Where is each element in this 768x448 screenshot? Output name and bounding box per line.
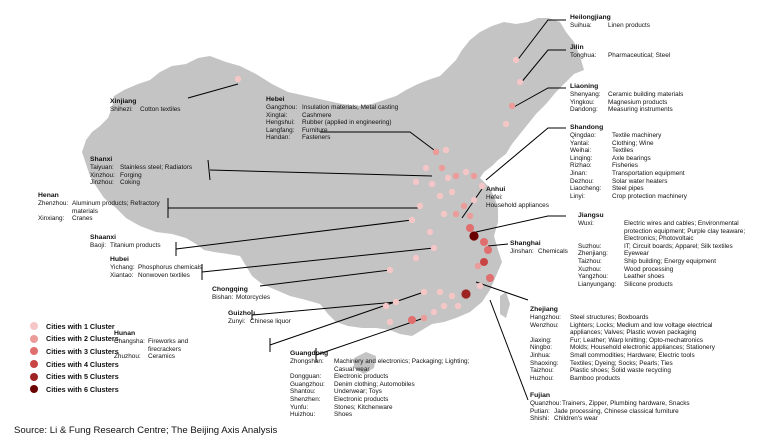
industry: Denim clothing; Automobiles (334, 380, 415, 388)
city: Yingkou: (570, 98, 595, 106)
city-marker (441, 211, 447, 217)
city: Taizhou: (578, 257, 602, 265)
label-jiangsu (578, 212, 752, 288)
industry: Trainers, Zipper, Plumbing hardware, Snacks (562, 400, 690, 407)
city: Jinan: (570, 169, 588, 177)
city: Changsha: (114, 338, 145, 345)
city: Tonghua: (570, 52, 597, 59)
city: Shenzhen: (290, 395, 321, 403)
industry: Fireworks and firecrackers (148, 338, 189, 353)
city: Zhenzhou: (38, 200, 69, 207)
industry: Wood processing (624, 265, 674, 273)
industry: Solar water heaters (612, 177, 668, 185)
label-jilin (570, 44, 670, 60)
province-name: Shanxi (90, 156, 113, 163)
city-marker (427, 229, 433, 235)
legend-item-2 (30, 333, 119, 346)
city-marker (513, 57, 519, 63)
province-name: Jiangsu (578, 212, 604, 219)
legend-label: Cities with 4 Clusters (46, 359, 119, 369)
city: Jinshan: (510, 248, 534, 255)
industry: Silicone products (624, 280, 673, 288)
city-marker (503, 121, 509, 127)
city: Yangzhou: (578, 273, 609, 281)
city: Xinxiang: (38, 215, 65, 223)
city-marker (429, 181, 435, 187)
city-marker (471, 197, 477, 203)
leader-fujian (490, 300, 528, 400)
city-marker (449, 189, 455, 195)
legend-label: Cities with 2 Clusters (46, 334, 119, 344)
city-marker (479, 183, 485, 189)
industry: Household appliances (486, 201, 549, 209)
industry: Ceramics (148, 353, 175, 361)
legend (30, 320, 119, 396)
province-name: Chongqing (212, 286, 248, 293)
city-marker (235, 76, 241, 82)
label-zhejiang (530, 306, 730, 382)
city: Taiyuan: (90, 164, 114, 171)
industry: Titanium products (110, 242, 161, 249)
city-marker (383, 303, 389, 309)
city: Xingtai: (266, 111, 288, 119)
province-name: Guangdong (290, 350, 329, 357)
city: Hefei: (486, 194, 503, 201)
source-note: Source: Li & Fung Research Centre; The Beijing Axis Analysis (14, 425, 278, 436)
city: Hangzhou: (530, 314, 561, 321)
city: Suihua: (570, 22, 592, 29)
city: Shenyang: (570, 91, 601, 98)
legend-item-5 (30, 370, 119, 383)
industry: Fisheries (612, 162, 638, 170)
province-name: Jilin (570, 44, 584, 51)
industry: Axle bearings (612, 154, 651, 162)
label-guangdong (290, 350, 488, 419)
province-name: Liaoning (570, 83, 599, 90)
city: Shishi: (530, 415, 550, 423)
city: Dandong: (570, 106, 598, 114)
province-name: Henan (38, 192, 59, 199)
city-marker (437, 193, 443, 199)
city: Rizhao: (570, 162, 592, 170)
legend-swatch (30, 335, 38, 343)
province-name: Xinjiang (110, 98, 137, 105)
legend-swatch (30, 373, 38, 381)
industry: Textiles (612, 147, 634, 155)
city-marker (433, 149, 439, 155)
legend-item-4 (30, 358, 119, 371)
label-shandong (570, 124, 687, 200)
industry: Magnesium products (608, 98, 668, 106)
city-marker (431, 309, 437, 315)
city-marker (466, 224, 474, 232)
industry: Electronic products (334, 373, 389, 381)
label-hubei (110, 256, 202, 279)
legend-swatch (30, 322, 38, 330)
city: Yantai: (570, 139, 590, 147)
city: Zunyi: (228, 318, 246, 325)
legend-swatch (30, 347, 38, 355)
label-shanxi (90, 156, 192, 187)
industry: Ceramic building materials (608, 91, 684, 98)
city: Yunfu: (290, 403, 309, 411)
province-name: Zhejiang (530, 306, 558, 313)
city-marker (409, 217, 415, 223)
city-marker (441, 303, 447, 309)
label-shanghai (510, 240, 568, 256)
industry: Jade processing, Chinese classical furniture (554, 407, 679, 415)
province-name: Heilongjiang (570, 14, 611, 21)
city: Putian: (530, 407, 550, 415)
city: Xuzhou: (578, 265, 602, 273)
city-marker (475, 263, 481, 269)
industry: Stainless steel; Radiators (120, 164, 193, 171)
city-marker (439, 165, 445, 171)
city: Taizhou: (530, 367, 554, 375)
city-marker (453, 173, 459, 179)
industry: Steel pipes (612, 185, 644, 193)
city-marker (423, 165, 429, 171)
legend-item-3 (30, 345, 119, 358)
industry: Ship building; Energy equipment (624, 257, 717, 265)
city: Zhuzhou: (114, 353, 141, 361)
city-marker (480, 238, 488, 246)
city-marker (453, 211, 459, 217)
industry: Bamboo products (570, 374, 621, 382)
city: Bishan: (212, 294, 234, 301)
legend-item-1 (30, 320, 119, 333)
industry: Rubber (applied in engineering) (302, 119, 392, 127)
industry: Fur; Leather; Warp knitting; Opto-mechatronics (570, 336, 703, 344)
city-marker (455, 303, 461, 309)
legend-label: Cities with 6 Clusters (46, 384, 119, 394)
city: Shaoxing: (530, 359, 559, 367)
label-guizhou (228, 310, 291, 326)
industry: Clothing; Wine (612, 139, 654, 147)
industry: Steel structures; Boxboards (570, 314, 649, 321)
industry: Stones; Kitchenware (334, 403, 393, 411)
industry: Transportation equipment (612, 169, 685, 177)
city-marker (471, 173, 477, 179)
province-name: Anhui (486, 186, 506, 193)
label-xinjiang (110, 98, 181, 114)
label-heilongjiang (570, 14, 650, 30)
city: Wenzhou: (530, 321, 559, 329)
industry: Pharmaceutical; Steel (608, 52, 671, 59)
city: Huizhou: (290, 411, 316, 419)
city-marker (387, 267, 393, 273)
province-name: Hunan (114, 330, 136, 337)
province-name: Hebei (266, 96, 285, 103)
city-marker (443, 147, 449, 153)
city-marker (413, 255, 419, 261)
label-shaanxi (90, 234, 161, 250)
industry: Eyewear (624, 250, 649, 258)
city: Xinzhou: (90, 171, 115, 179)
city-marker (393, 299, 399, 305)
industry: Forging (120, 171, 142, 179)
city-marker (480, 258, 488, 266)
city-marker (486, 274, 494, 282)
city-marker (421, 289, 427, 295)
industry: Measuring instruments (608, 106, 673, 114)
legend-label: Cities with 5 Clusters (46, 372, 119, 382)
city-marker (431, 245, 437, 251)
city-marker (413, 179, 419, 185)
industry: Coking (120, 179, 140, 187)
city: Lianyungang: (578, 280, 617, 288)
city: Liaocheng: (570, 185, 602, 193)
industry: Chemicals (538, 248, 568, 255)
city: Baoji: (90, 242, 106, 249)
industry: Furniture (302, 126, 328, 134)
industry: Textiles; Dyeing; Socks; Pearls; Ties (570, 359, 673, 367)
city: Dezhou: (570, 177, 594, 185)
city-marker (477, 283, 483, 289)
city: Zhongshan: (290, 358, 324, 365)
industry: Aluminum products; Refractory materials (72, 200, 160, 215)
city: Suzhou: (578, 242, 602, 250)
city: Langfang: (266, 126, 295, 134)
industry: Insulation materials; Metal casting (302, 104, 399, 111)
industry: Textile machinery (612, 132, 662, 139)
city: Guangzhou: (290, 380, 325, 388)
province-name: Shaanxi (90, 234, 117, 241)
industry: Phosphorus chemicals (138, 264, 203, 271)
city: Gangzhou: (266, 104, 298, 111)
taiwan-island (500, 292, 510, 318)
city-marker (463, 169, 469, 175)
industry: Lighters; Locks; Medium and low voltage electrical appliances; Valves; Plastic woven packaging (570, 321, 713, 337)
city-marker (467, 213, 473, 219)
city-marker (461, 203, 467, 209)
province-name: Hubei (110, 256, 129, 263)
province-name: Fujian (530, 392, 551, 399)
industry: IT; Circuit boards; Apparel; Silk textiles (624, 242, 733, 250)
city-marker (449, 293, 455, 299)
city: Jinhua: (530, 351, 551, 359)
label-hunan (114, 330, 206, 361)
city-marker (408, 316, 416, 324)
industry: Machinery and electronics; Packaging; Lighting; Casual wear (334, 358, 470, 373)
city: Hengshui: (266, 119, 295, 127)
industry: Nonwoven textiles (138, 271, 190, 279)
city-marker (417, 203, 423, 209)
city: Quanzhou: (530, 400, 562, 407)
city: Huzhou: (530, 374, 554, 382)
city: Yichang: (110, 264, 135, 271)
city-marker (484, 246, 492, 254)
legend-label: Cities with 1 Cluster (46, 321, 115, 331)
label-liaoning (570, 83, 683, 114)
legend-swatch (30, 385, 38, 393)
city: Linqing: (570, 154, 593, 162)
city-marker (437, 289, 443, 295)
industry: Cotton textiles (140, 106, 181, 113)
label-hebei (266, 96, 398, 142)
city-marker (445, 175, 451, 181)
industry: Cranes (72, 215, 93, 223)
city: Shihezi: (110, 106, 133, 113)
industry: Molds; Household electronic appliances; Stationery (570, 344, 715, 352)
industry: Cashmere (302, 111, 332, 119)
city: Handan: (266, 134, 291, 142)
city: Xiantao: (110, 271, 134, 279)
city: Dongguan: (290, 373, 322, 381)
label-anhui (486, 186, 549, 209)
city-marker (461, 289, 470, 298)
province-name: Shanghai (510, 240, 541, 247)
city-marker (517, 79, 523, 85)
industry: Motorcycles (236, 294, 271, 301)
city: Jinzhou: (90, 179, 114, 187)
city: Shantou: (290, 388, 316, 396)
industry: Chinese liquor (250, 318, 291, 325)
province-name: Shandong (570, 124, 604, 131)
label-fujian (530, 392, 690, 423)
industry: Plastic shoes; Solid waste recycling (570, 367, 671, 375)
industry: Electric wires and cables; Environmental protection equipment; Purple clay teaware; Electronics; Photovoltaic (624, 220, 746, 243)
legend-label: Cities with 3 Clusters (46, 346, 119, 356)
label-henan (38, 192, 168, 223)
industry: Underwear; Toys (334, 388, 382, 396)
city-marker (469, 231, 478, 240)
industry: Electronic products (334, 395, 389, 403)
industry: Shoes (334, 411, 353, 419)
city: Weihai: (570, 147, 592, 155)
city: Jiaxing: (530, 336, 552, 344)
industry: Crop protection machinery (612, 192, 687, 200)
label-chongqing (212, 286, 270, 302)
city-marker (509, 103, 515, 109)
city-marker (387, 319, 393, 325)
industry: Children's wear (554, 415, 598, 423)
industry: Small commodities; Hardware; Electric tools (570, 351, 695, 359)
industry: Fasteners (302, 134, 331, 142)
industry: Linen products (608, 22, 650, 29)
city-marker (421, 315, 427, 321)
city: Zhenjiang: (578, 250, 608, 258)
legend-item-6 (30, 383, 119, 396)
province-name: Guizhou (228, 310, 256, 317)
city: Ningbo: (530, 344, 553, 352)
legend-swatch (30, 360, 38, 368)
industry: Leather shoes (624, 273, 665, 281)
city: Wuxi: (578, 220, 594, 227)
city: Qingdao: (570, 132, 596, 139)
city: Linyi: (570, 192, 585, 200)
